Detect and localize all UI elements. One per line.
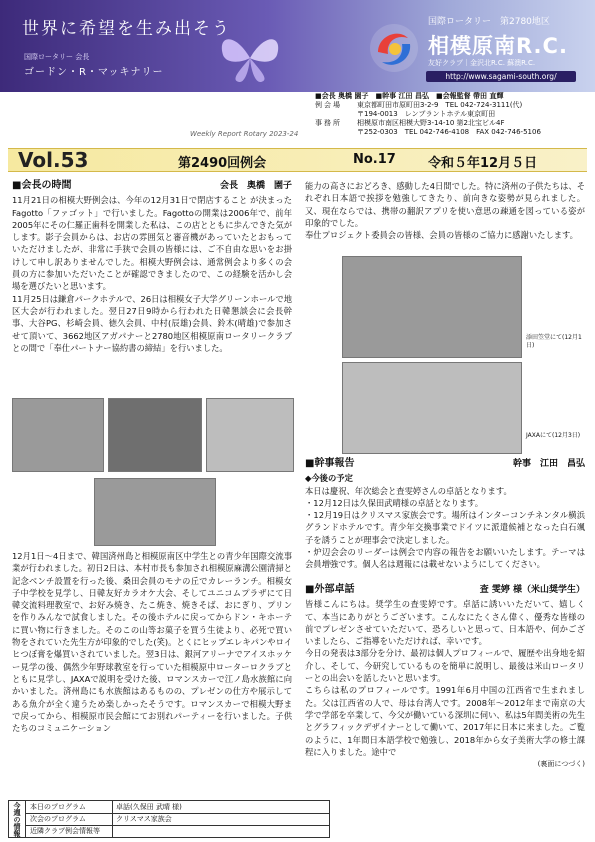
paragraph: 能力の高さにおどろき、感動した4日間でした。特に済州の子供たちは、それぞれ日本語で挨拶を勉強してきたり、前向きな姿勢が見られました。又、現在ならでは、携帯の翻訳アプリを使い意思の疎通を図っている姿が印象的でした。 — [305, 181, 585, 228]
office-row: 〒194-0013 レンブラントホテル東京町田 — [357, 110, 496, 118]
butterfly-icon — [215, 30, 285, 85]
paragraph: 奉仕プロジェクト委員会の皆様、会員の皆様のご協力に感謝いたします。 — [305, 230, 578, 241]
office-row: 〒252-0303 TEL 042-746-4108 FAX 042-746-5106 — [357, 128, 541, 136]
weekly-report-label: Weekly Report Rotary 2023-24 — [190, 130, 299, 138]
club-name: 相模原南R.C. — [428, 34, 568, 58]
paragraph: 12月1日〜4日まで、韓国済州島と相模原南区中学生との青少年国際交流事業が行われました。初日2日は、本村市長も参加され相模原麻溝公園清掃と記念ベンチ設置を行った後、桑田会員のモナの丘でカレーランチ。相模女子中学校を見学し、日韓友好カラオケ大会、そしてユニコムプラザにて日韓交流料理教室で、お好み焼き、たこ焼き、焼きそば、おにぎり、プリンを作りみんなで試食しました。その後ホテルに戻ってからドン・キホーテに買い物に行きました。そのこの山等お菓子を買う生徒より、必死で買い物をされていた先生方が印象的でした(笑)。とくにヒップエレキパンやロイヒつぼ膏を爆買いされていました。翌3日は、銀河アリーナでアイスホッケー見学の後、偶然少年野球教室を行っていた相模原中ローターロクラブとともに見学し、JAXAで説明を受けた後、ロマンスカーで江ノ島水族館に向かいました。済州島にも水族館はあるものの、プレゼンの仕方や展示してある魚介が全く違うため楽しかったそうです。ロマンスカーで相模大野まで戻ってから、相模原市民会館にてお別れパーティーを行いました。子供たちのコミュニケーション — [12, 551, 292, 734]
club-url-link[interactable]: http://www.sagami-south.org/ — [426, 71, 576, 82]
officers-block — [315, 92, 585, 137]
section-author: 査 雯婷 様（米山奨学生） — [479, 585, 585, 595]
officers-line: ■会長 奥橋 園子 ■幹事 江田 昌弘 ■会報監督 帶田 直輝 — [315, 92, 504, 100]
subheading: ◆今後の予定 — [305, 473, 353, 484]
speaker-section — [305, 584, 585, 770]
event-photo — [342, 362, 522, 454]
section-title: ■会長の時間 — [12, 180, 72, 191]
photo-caption: JAXAにて(12月3日) — [526, 432, 581, 439]
schedule-line: 本日は慶祝、年次総会と査雯婷さんの卓話となります。 — [305, 485, 512, 496]
paragraph: 今日の発表は3部分を分け、最初は個人プロフィールで、履歴や出身地を紹介し、そして、今研究しているものを簡単に説明し、最後は米山ロータリーとの出会いを話したいと思います。 — [305, 648, 585, 684]
governor-label: 国際ロータリー 会長 — [24, 53, 90, 61]
issue-date: 令和５年12月５日 — [428, 156, 538, 171]
weekly-info-table — [8, 800, 330, 838]
table-row: 次会のプログラム クリスマス家族会 — [26, 813, 329, 826]
club-logo-icon — [368, 22, 420, 74]
section-header — [12, 180, 292, 192]
issue-number: No.17 — [353, 152, 396, 167]
section-title: ■幹事報告 — [305, 458, 355, 469]
paragraph: 皆様こんにちは。奨学生の査雯婷です。卓話に誘いいただいて、嬉しくて、本当にありがとうございます。こんなにたくさん偉く、優秀な皆様の前でプレゼンさせていただいて、恐ろしいと思って、日本語や、何かございましたら、ご指導をいただければ、幸いです。 — [305, 599, 585, 647]
governor-name: ゴードン・R・マッキナリー — [24, 67, 164, 78]
event-photo — [94, 478, 216, 546]
section-author: 会長 奥橋 園子 — [219, 181, 292, 191]
paragraph: 11月25日は鎌倉パークホテルで、26日は相模女子大学グリーンホールで地区大会が行われました。翌日27日9時から行われた日韓懇談会に会長幹事、大谷PG、杉崎会員、徳久会員、中村(辰雄)会員、鈴木(晴雄)で参加させて頂いて、3662地区アガパナーと2780地区相模原南ロータリークラブとの間で「奉仕パートナー協約書の締結」を行いました。 — [12, 293, 292, 353]
sister-clubs: 友好クラブ｜金沢北R.C. 蘇澳R.C. — [428, 59, 536, 67]
event-photo — [206, 398, 294, 472]
district-label: 国際ロータリー 第2780地区 — [428, 17, 550, 27]
office-row: 事務所 相模原市南区相模大野3-14-10 第2北宝ビル4F — [315, 119, 505, 127]
event-photo — [12, 398, 104, 472]
section-header — [305, 458, 585, 470]
section-header — [305, 584, 585, 596]
volume-number: Vol.53 — [18, 148, 89, 172]
section-author: 幹事 江田 昌弘 — [512, 459, 585, 469]
president-continued — [12, 550, 292, 734]
continued-note: (裏面につづく) — [537, 760, 585, 769]
event-photo — [342, 256, 522, 358]
event-photo — [108, 398, 202, 472]
meeting-number: 第2490回例会 — [178, 156, 267, 171]
schedule-line: ・12月19日はクリスマス家族会です。場所はインターコンチネンタル横浜グランドホテルです。青少年交換事業でドイツに派遣候補となった白石颯子を誘うことが理事会で決定しました。 — [305, 510, 585, 545]
secretary-section — [305, 458, 585, 571]
table-row: 本日のプログラム 卓話(久保田 武晴 様) — [26, 801, 329, 814]
president-section — [12, 180, 292, 354]
table-row: 近隣クラブ例会情報等 — [30, 827, 100, 835]
office-row: 例会場 東京都町田市原町田3-2-9 TEL 042-724-3111(代) — [315, 101, 523, 109]
schedule-line: ・12月12日は久保田武晴様の卓話となります。 — [305, 497, 484, 508]
paragraph: 11月21日の相模大野例会は、今年の12月31日で閉店すること が決まったFagotto「ファゴット」で行いました。Fagottoの開業は2006年で、前年2005年にその仁羅正歯科を開業した私は、この店とともに歩んできた気がします。影子会員からは、お店の雰囲気と審音機があっていたとおもっていただけましたが、非常に手狭で会員の皆様には、ご不自由な思いをお掛けして申し訳ありませんでした。相模大野例会は、通常例会より多くの会員の方に参加いただいたことが確認できましたので、この経験を活かし会場を選びたいと思います。 — [12, 195, 292, 292]
info-label: 今週の情報 — [9, 801, 26, 837]
paragraph: こちらは私のプロフィールです。1991年6月中国の江西省で生まれました。父は江西省の人で、母は台湾人です。2008年〜2012年まで南京の大学で学部を卒業して、今父が働いている深圳に伺い、私は5年間美術の先生とグラフィックデザイナーとして働いて、2017年に日本に来ました。ご覧のように、1年間日本語学校で勉強し、2018年から女子美術大学の修士課程に入りました。途中で — [305, 685, 585, 757]
theme-slogan: 世界に希望を生み出そう — [22, 19, 231, 39]
president-closing — [305, 180, 585, 241]
photo-caption: 添田笠堂にて(12月1日) — [526, 334, 582, 349]
section-title: ■外部卓話 — [305, 584, 355, 595]
schedule-line: ・炉辺会会のリーダーは例会で内容の報告をお願いいたします。テーマは会員増強です。個人名は週報には載せないようにしてください。 — [305, 547, 585, 570]
masthead — [0, 0, 595, 92]
